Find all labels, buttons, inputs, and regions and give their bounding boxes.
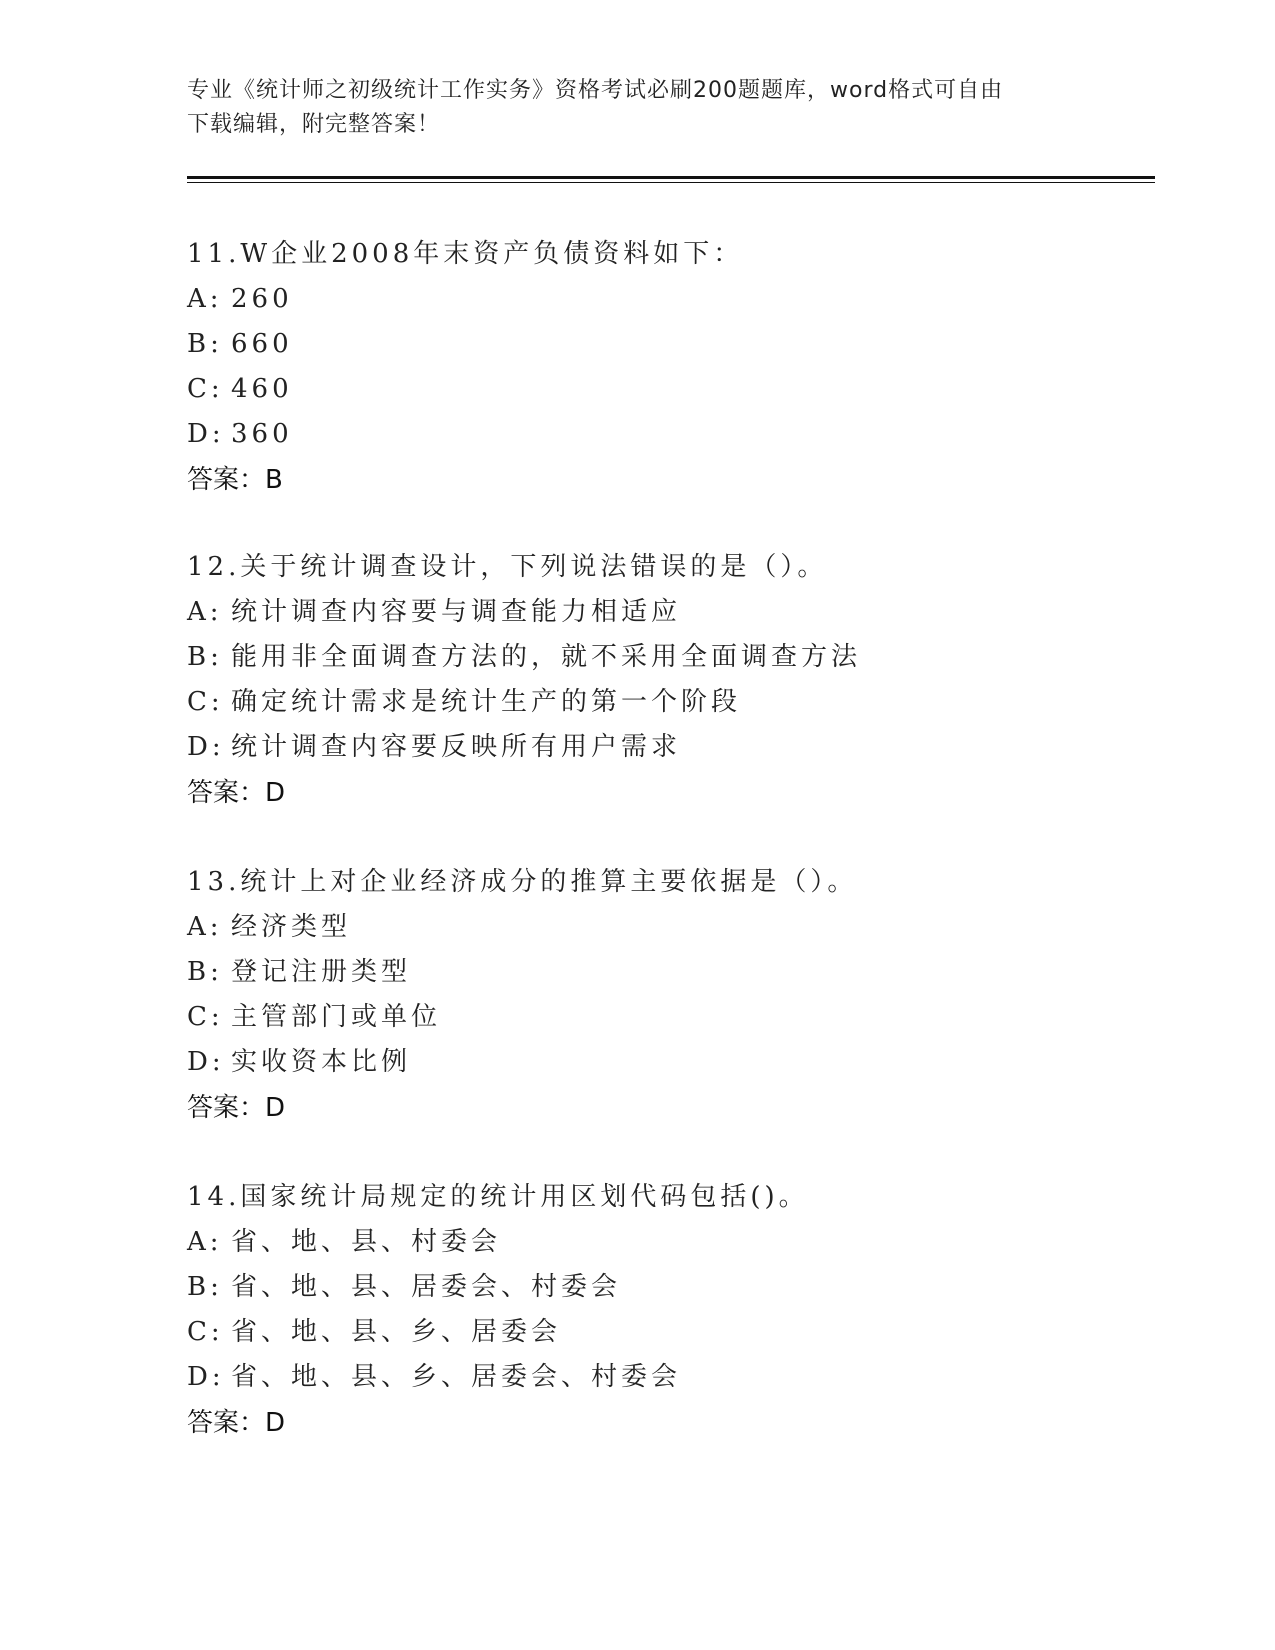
option-b [187, 1265, 1147, 1310]
option-letter: D: [187, 419, 225, 449]
option-text: 省、地、县、乡、居委会 [231, 1317, 562, 1347]
option-text: 统计调查内容要与调查能力相适应 [231, 597, 682, 627]
option-d [187, 1355, 1147, 1400]
option-letter: A: [187, 912, 223, 942]
option-c [187, 367, 1147, 412]
option-a [187, 905, 1147, 950]
option-letter: C: [187, 687, 224, 717]
option-text: 经济类型 [231, 912, 352, 942]
option-text: 260 [231, 284, 293, 314]
option-text: 省、地、县、居委会、村委会 [231, 1272, 622, 1302]
option-text: 360 [231, 419, 293, 449]
option-text: 省、地、县、乡、居委会、村委会 [231, 1362, 682, 1392]
option-letter: A: [187, 1227, 223, 1257]
header-line-2: 下载编辑，附完整答案！ [187, 112, 441, 137]
option-letter: C: [187, 1317, 224, 1347]
question-stem: 11.W企业2008年末资产负债资料如下： [187, 239, 744, 269]
option-letter: B: [187, 642, 223, 672]
question-stem: 14.国家统计局规定的统计用区划代码包括()。 [187, 1182, 809, 1212]
option-text: 660 [231, 329, 293, 359]
question-13 [187, 860, 1147, 1131]
option-a [187, 590, 1147, 635]
answer-line: 答案：D [187, 1093, 286, 1123]
option-c [187, 1310, 1147, 1355]
option-a [187, 277, 1147, 322]
option-letter: D: [187, 1047, 225, 1077]
header-divider-thick [187, 176, 1155, 179]
option-letter: B: [187, 1272, 223, 1302]
header-divider-thin [187, 182, 1155, 183]
header-line-1: 专业《统计师之初级统计工作实务》资格考试必刷200题题库，word格式可自由 [187, 78, 1004, 103]
option-letter: A: [187, 597, 223, 627]
answer-line: 答案：D [187, 778, 286, 808]
option-text: 主管部门或单位 [231, 1002, 442, 1032]
question-stem: 13.统计上对企业经济成分的推算主要依据是（）。 [187, 867, 858, 897]
answer-line: 答案：B [187, 465, 283, 495]
option-c [187, 680, 1147, 725]
option-b [187, 950, 1147, 995]
document-header [187, 74, 1067, 142]
answer-line: 答案：D [187, 1408, 286, 1438]
option-letter: B: [187, 957, 223, 987]
option-letter: C: [187, 374, 224, 404]
option-letter: C: [187, 1002, 224, 1032]
option-text: 460 [231, 374, 293, 404]
option-d [187, 1040, 1147, 1085]
option-letter: D: [187, 732, 225, 762]
option-a [187, 1220, 1147, 1265]
option-letter: D: [187, 1362, 225, 1392]
option-text: 省、地、县、村委会 [231, 1227, 502, 1257]
option-text: 确定统计需求是统计生产的第一个阶段 [231, 687, 742, 717]
option-text: 登记注册类型 [231, 957, 412, 987]
question-11 [187, 232, 1147, 503]
option-c [187, 995, 1147, 1040]
option-text: 实收资本比例 [231, 1047, 412, 1077]
option-text: 统计调查内容要反映所有用户需求 [231, 732, 682, 762]
option-letter: B: [187, 329, 223, 359]
option-text: 能用非全面调查方法的，就不采用全面调查方法 [231, 642, 862, 672]
option-b [187, 635, 1147, 680]
question-12 [187, 545, 1147, 816]
question-14 [187, 1175, 1147, 1446]
option-d [187, 725, 1147, 770]
option-letter: A: [187, 284, 223, 314]
question-stem: 12.关于统计调查设计，下列说法错误的是（）。 [187, 552, 828, 582]
option-d [187, 412, 1147, 457]
option-b [187, 322, 1147, 367]
